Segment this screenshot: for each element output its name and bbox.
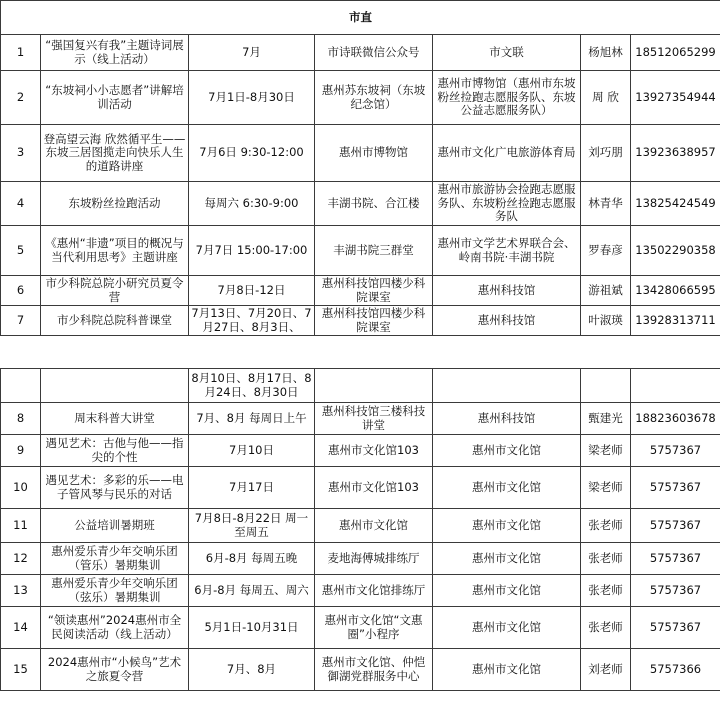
organizer: 惠州科技馆 xyxy=(433,306,581,336)
contact-phone xyxy=(631,369,720,403)
activity-time: 5月1日-10月31日 xyxy=(189,607,315,649)
organizer: 惠州科技馆 xyxy=(433,403,581,435)
activity-place xyxy=(315,369,433,403)
organizer: 惠州市文化馆 xyxy=(433,435,581,467)
table-row xyxy=(1,509,720,543)
contact-person: 杨旭林 xyxy=(581,35,631,71)
row-number: 6 xyxy=(1,276,41,306)
table-row xyxy=(1,125,720,182)
contact-person: 游祖斌 xyxy=(581,276,631,306)
contact-person: 周 欣 xyxy=(581,71,631,125)
contact-phone: 5757367 xyxy=(631,467,720,509)
organizer: 惠州市旅游协会捡跑志愿服务队、东坡粉丝捡跑志愿服务队 xyxy=(433,182,581,226)
row-number: 1 xyxy=(1,35,41,71)
contact-phone: 5757367 xyxy=(631,607,720,649)
activity-name: 遇见艺术：古他与他——指尖的个性 xyxy=(41,435,189,467)
activity-name: 市少科院总院科普课堂 xyxy=(41,306,189,336)
table-row xyxy=(1,467,720,509)
contact-phone: 13928313711 xyxy=(631,306,720,336)
contact-person: 梁老师 xyxy=(581,467,631,509)
contact-phone: 13923638957 xyxy=(631,125,720,182)
activity-place: 惠州科技馆三楼科技讲堂 xyxy=(315,403,433,435)
contact-phone: 18512065299 xyxy=(631,35,720,71)
table-row xyxy=(1,276,720,306)
activity-time: 7月7日 15:00-17:00 xyxy=(189,226,315,276)
organizer: 惠州市文化馆 xyxy=(433,575,581,607)
contact-phone: 13428066595 xyxy=(631,276,720,306)
schedule-table-bottom xyxy=(0,368,720,691)
row-number: 2 xyxy=(1,71,41,125)
contact-phone: 5757366 xyxy=(631,649,720,691)
row-number: 15 xyxy=(1,649,41,691)
table-row xyxy=(1,435,720,467)
section-title: 市直 xyxy=(1,1,720,35)
activity-name: 市少科院总院小研究员夏令营 xyxy=(41,276,189,306)
contact-phone: 18823603678 xyxy=(631,403,720,435)
contact-phone: 13927354944 xyxy=(631,71,720,125)
activity-place: 惠州市文化馆“文惠圈”小程序 xyxy=(315,607,433,649)
organizer: 惠州市文化馆 xyxy=(433,649,581,691)
organizer: 市文联 xyxy=(433,35,581,71)
organizer: 惠州市文化馆 xyxy=(433,543,581,575)
contact-person: 张老师 xyxy=(581,575,631,607)
contact-phone: 5757367 xyxy=(631,575,720,607)
row-number xyxy=(1,369,41,403)
organizer: 惠州市文化馆 xyxy=(433,467,581,509)
activity-place: 丰湖书院三群堂 xyxy=(315,226,433,276)
contact-phone: 5757367 xyxy=(631,509,720,543)
table-row xyxy=(1,226,720,276)
activity-place: 惠州市文化馆、仲恺御湖党群服务中心 xyxy=(315,649,433,691)
activity-time: 8月10日、8月17日、8月24日、8月30日 xyxy=(189,369,315,403)
activity-place: 惠州市文化馆排练厅 xyxy=(315,575,433,607)
activity-place: 惠州科技馆四楼少科院课室 xyxy=(315,276,433,306)
table-row xyxy=(1,403,720,435)
table-row xyxy=(1,649,720,691)
activity-time: 7月8日-12日 xyxy=(189,276,315,306)
row-number: 14 xyxy=(1,607,41,649)
activity-time: 7月、8月 xyxy=(189,649,315,691)
activity-name: 登高望云海 欣然循平生——东坡三居图揽走向快乐人生的道路讲座 xyxy=(41,125,189,182)
contact-phone: 13502290358 xyxy=(631,226,720,276)
activity-place: 惠州市文化馆103 xyxy=(315,467,433,509)
activity-name: 周末科普大讲堂 xyxy=(41,403,189,435)
table-row xyxy=(1,575,720,607)
organizer: 惠州市文化广电旅游体育局 xyxy=(433,125,581,182)
row-number: 10 xyxy=(1,467,41,509)
activity-place: 丰湖书院、合江楼 xyxy=(315,182,433,226)
contact-person xyxy=(581,369,631,403)
row-number: 5 xyxy=(1,226,41,276)
activity-time: 7月 xyxy=(189,35,315,71)
table-row xyxy=(1,543,720,575)
row-number: 7 xyxy=(1,306,41,336)
activity-name: 2024惠州市“小候鸟”艺术之旅夏令营 xyxy=(41,649,189,691)
organizer: 惠州市文化馆 xyxy=(433,607,581,649)
activity-time: 7月10日 xyxy=(189,435,315,467)
activity-place: 惠州市博物馆 xyxy=(315,125,433,182)
activity-name: “领读惠州”2024惠州市全民阅读活动（线上活动） xyxy=(41,607,189,649)
page-break xyxy=(0,356,720,368)
organizer: 惠州市文学艺术界联合会、岭南书院·丰湖书院 xyxy=(433,226,581,276)
activity-time: 6月-8月 每周五、周六 xyxy=(189,575,315,607)
contact-phone: 5757367 xyxy=(631,543,720,575)
contact-phone: 5757367 xyxy=(631,435,720,467)
activity-name: 公益培训暑期班 xyxy=(41,509,189,543)
organizer: 惠州科技馆 xyxy=(433,276,581,306)
activity-time: 6月-8月 每周五晚 xyxy=(189,543,315,575)
activity-place: 惠州市文化馆 xyxy=(315,509,433,543)
activity-name: 东坡粉丝捡跑活动 xyxy=(41,182,189,226)
activity-time: 7月13日、7月20日、7月27日、8月3日、 xyxy=(189,306,315,336)
row-number: 4 xyxy=(1,182,41,226)
contact-person: 甄建光 xyxy=(581,403,631,435)
activity-time: 7月6日 9:30-12:00 xyxy=(189,125,315,182)
table-row xyxy=(1,35,720,71)
contact-person: 刘巧朋 xyxy=(581,125,631,182)
activity-place: 惠州市文化馆103 xyxy=(315,435,433,467)
organizer xyxy=(433,369,581,403)
organizer: 惠州市文化馆 xyxy=(433,509,581,543)
activity-time: 7月17日 xyxy=(189,467,315,509)
contact-person: 张老师 xyxy=(581,607,631,649)
row-number: 8 xyxy=(1,403,41,435)
activity-time: 每周六 6:30-9:00 xyxy=(189,182,315,226)
activity-name: “强国复兴有我”主题诗词展示（线上活动） xyxy=(41,35,189,71)
activity-time: 7月1日-8月30日 xyxy=(189,71,315,125)
table-row xyxy=(1,182,720,226)
activity-place: 惠州科技馆四楼少科院课室 xyxy=(315,306,433,336)
contact-person: 张老师 xyxy=(581,543,631,575)
activity-name: 《惠州“非遗”项目的概况与当代利用思考》主题讲座 xyxy=(41,226,189,276)
schedule-table xyxy=(0,0,720,336)
schedule-table-continued xyxy=(0,368,720,691)
contact-person: 张老师 xyxy=(581,509,631,543)
contact-person: 林青华 xyxy=(581,182,631,226)
activity-place: 市诗联微信公众号 xyxy=(315,35,433,71)
activity-name xyxy=(41,369,189,403)
row-number: 11 xyxy=(1,509,41,543)
section-header-row xyxy=(1,1,720,35)
table-row xyxy=(1,369,720,403)
table-row xyxy=(1,306,720,336)
activity-place: 麦地海傅城排练厅 xyxy=(315,543,433,575)
contact-person: 梁老师 xyxy=(581,435,631,467)
contact-person: 罗春彦 xyxy=(581,226,631,276)
table-row xyxy=(1,71,720,125)
row-number: 9 xyxy=(1,435,41,467)
table-row xyxy=(1,607,720,649)
row-number: 12 xyxy=(1,543,41,575)
activity-name: 遇见艺术：多彩的乐——电子管风琴与民乐的对话 xyxy=(41,467,189,509)
row-number: 13 xyxy=(1,575,41,607)
contact-person: 叶淑瑛 xyxy=(581,306,631,336)
organizer: 惠州市博物馆（惠州市东坡粉丝捡跑志愿服务队、东坡公益志愿服务队） xyxy=(433,71,581,125)
row-number: 3 xyxy=(1,125,41,182)
activity-time: 7月、8月 每周日上午 xyxy=(189,403,315,435)
activity-place: 惠州苏东坡祠（东坡纪念馆） xyxy=(315,71,433,125)
activity-name: “东坡祠小小志愿者”讲解培训活动 xyxy=(41,71,189,125)
contact-person: 刘老师 xyxy=(581,649,631,691)
activity-name: 惠州爱乐青少年交响乐团（管乐）暑期集训 xyxy=(41,543,189,575)
schedule-table-top xyxy=(0,0,720,336)
activity-name: 惠州爱乐青少年交响乐团（弦乐）暑期集训 xyxy=(41,575,189,607)
contact-phone: 13825424549 xyxy=(631,182,720,226)
activity-time: 7月8日-8月22日 周一至周五 xyxy=(189,509,315,543)
